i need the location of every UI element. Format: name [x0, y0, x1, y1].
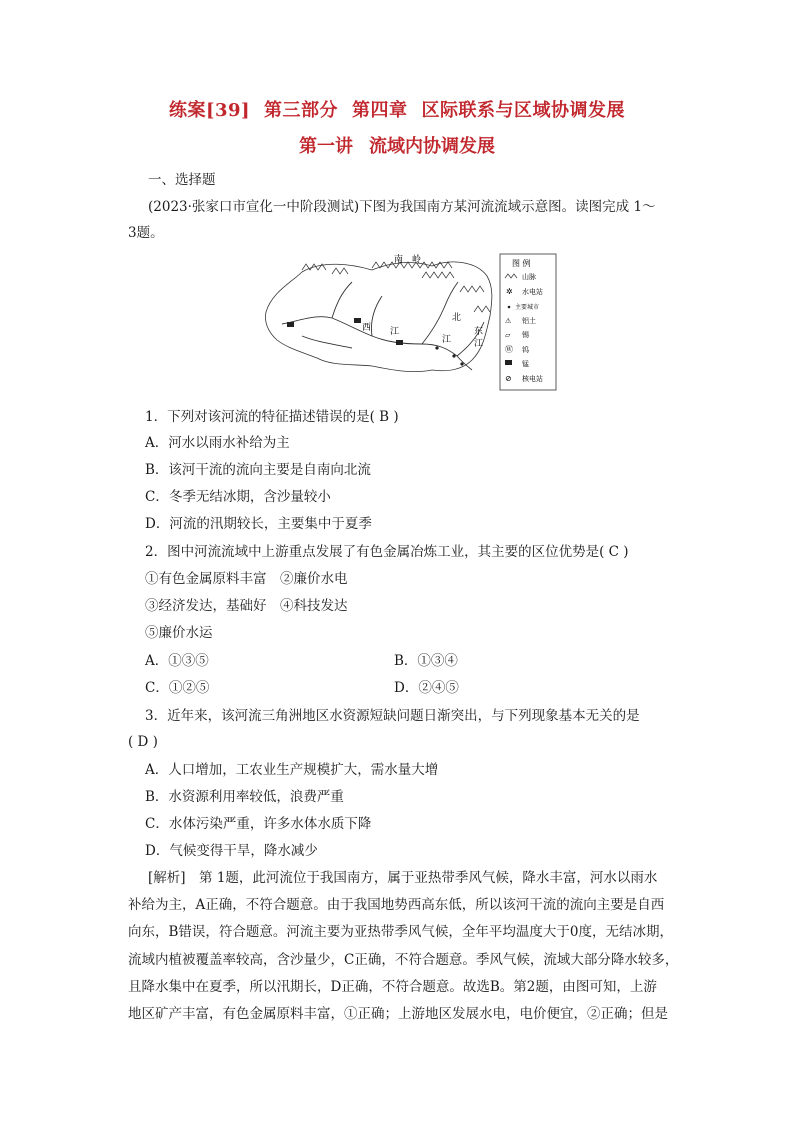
map-label-xi: 西 — [362, 323, 372, 333]
q2-option-c: C．①②⑤ — [145, 680, 210, 696]
city-legend-icon — [508, 306, 511, 309]
legend-item: 铝土 — [522, 317, 536, 325]
q3-stem-line-2: ( D ) — [128, 734, 158, 750]
q1-option-d: D．河流的汛期较长，主要集中于夏季 — [145, 516, 372, 532]
q3-option-d: D．气候变得干旱，降水减少 — [145, 843, 318, 859]
map-label-jiang3: 江 — [474, 339, 484, 349]
map-label-jiang2: 江 — [442, 335, 452, 345]
nuclear-icon: ⊘ — [505, 374, 512, 383]
q1-option-a: A．河水以雨水补给为主 — [145, 435, 290, 451]
q2-option-b: B．①③④ — [394, 653, 458, 669]
intro-line-2: 3题。 — [128, 225, 164, 241]
exercise-number: 练案[39] — [168, 100, 251, 121]
map-legend — [500, 254, 556, 390]
part-label: 第三部分 — [264, 100, 339, 121]
analysis-line-6: 地区矿产丰富，有色金属原料丰富，①正确；上游地区发展水电，电价便宜，②正确；但是 — [128, 1006, 668, 1022]
section-heading: 一、选择题 — [148, 172, 216, 188]
analysis-line-4: 流域内植被覆盖率较高，含沙量少，C正确，不符合题意。季风气候，流域大部分降水较多， — [128, 952, 679, 968]
q3-option-b: B．水资源利用率较低，浪费严重 — [145, 789, 344, 805]
legend-item: 锰 — [522, 360, 529, 368]
manganese-icon — [287, 322, 294, 327]
map-label-jiang: 江 — [390, 327, 400, 337]
q1-option-b: B．该河干流的流向主要是自南向北流 — [145, 462, 371, 478]
analysis-line-2: 补给为主，A正确，不符合题意。由于我国地势西高东低，所以该河干流的流向主要是自西 — [128, 897, 665, 913]
q3-option-c: C．水体污染严重，许多水体水质下降 — [145, 816, 372, 832]
lecture-name: 流域内协调发展 — [369, 136, 495, 157]
tungsten-icon: Ⓦ — [505, 345, 513, 354]
city-icon — [452, 354, 455, 357]
q1-stem: 1．下列对该河流的特征描述错误的是( B ) — [145, 409, 399, 425]
analysis-line-3: 向东，B错误，符合题意。河流主要为亚热带季风气候，全年平均温度大于0度，无结冰期， — [128, 924, 674, 940]
q3-stem-line-1: 3．近年来，该河流三角洲地区水资源短缺问题日渐突出，与下列现象基本无关的是 — [145, 708, 640, 724]
analysis-line-5: 且降水集中在夏季，所以汛期长，D正确，不符合题意。故选B。第2题，由图可知，上游 — [128, 979, 657, 995]
page-title — [0, 96, 794, 122]
mountain-range-icon — [302, 262, 490, 312]
chapter-label: 第四章 — [352, 100, 408, 121]
manganese-icon — [354, 318, 361, 323]
map-label-bei: 北 — [452, 313, 462, 323]
q2-item-2: ③经济发达，基础好 ④科技发达 — [145, 598, 348, 614]
manganese-legend-icon — [505, 360, 512, 365]
bauxite-icon: ⚠ — [505, 317, 512, 325]
map-label-nanling: 南 岭 — [394, 255, 422, 265]
map-markers — [287, 318, 464, 366]
legend-item: 山脉 — [522, 273, 536, 281]
q2-item-1: ①有色金属原料丰富 ②廉价水电 — [145, 571, 348, 587]
lecture-title — [0, 132, 794, 158]
city-icon — [460, 362, 463, 365]
lecture-label: 第一讲 — [299, 136, 353, 157]
tin-icon: ▱ — [505, 331, 511, 339]
q2-item-3: ⑤廉价水运 — [145, 625, 213, 641]
legend-item: 钨 — [522, 346, 529, 354]
river-basin-map — [262, 252, 560, 392]
analysis-line-1: [解析] 第 1题，此河流位于我国南方，属于亚热带季风气候，降水丰富，河水以雨水 — [148, 870, 658, 886]
q2-option-d: D．②④⑤ — [394, 680, 459, 696]
q1-option-c: C．冬季无结冰期，含沙量较小 — [145, 489, 331, 505]
intro-line-1: (2023·张家口市宣化一中阶段测试)下图为我国南方某河流流域示意图。读图完成 1～ — [148, 199, 656, 215]
city-icon — [435, 346, 438, 349]
legend-item: 核电站 — [522, 375, 543, 383]
hydropower-icon: ✲ — [506, 287, 513, 296]
legend-title: 图 例 — [512, 259, 531, 268]
q3-option-a: A．人口增加，工农业生产规模扩大，需水量大增 — [145, 762, 439, 778]
map-label-dong: 东 — [474, 327, 484, 337]
legend-item: 水电站 — [522, 288, 543, 296]
q2-option-a: A．①③⑤ — [145, 653, 209, 669]
chapter-title: 区际联系与区域协调发展 — [421, 100, 626, 121]
q2-stem: 2．图中河流流域中上游重点发展了有色金属冶炼工业，其主要的区位优势是( C ) — [145, 544, 629, 560]
manganese-icon — [396, 340, 403, 345]
legend-item: 主要城市 — [515, 304, 540, 311]
legend-item: 锡 — [522, 331, 529, 339]
